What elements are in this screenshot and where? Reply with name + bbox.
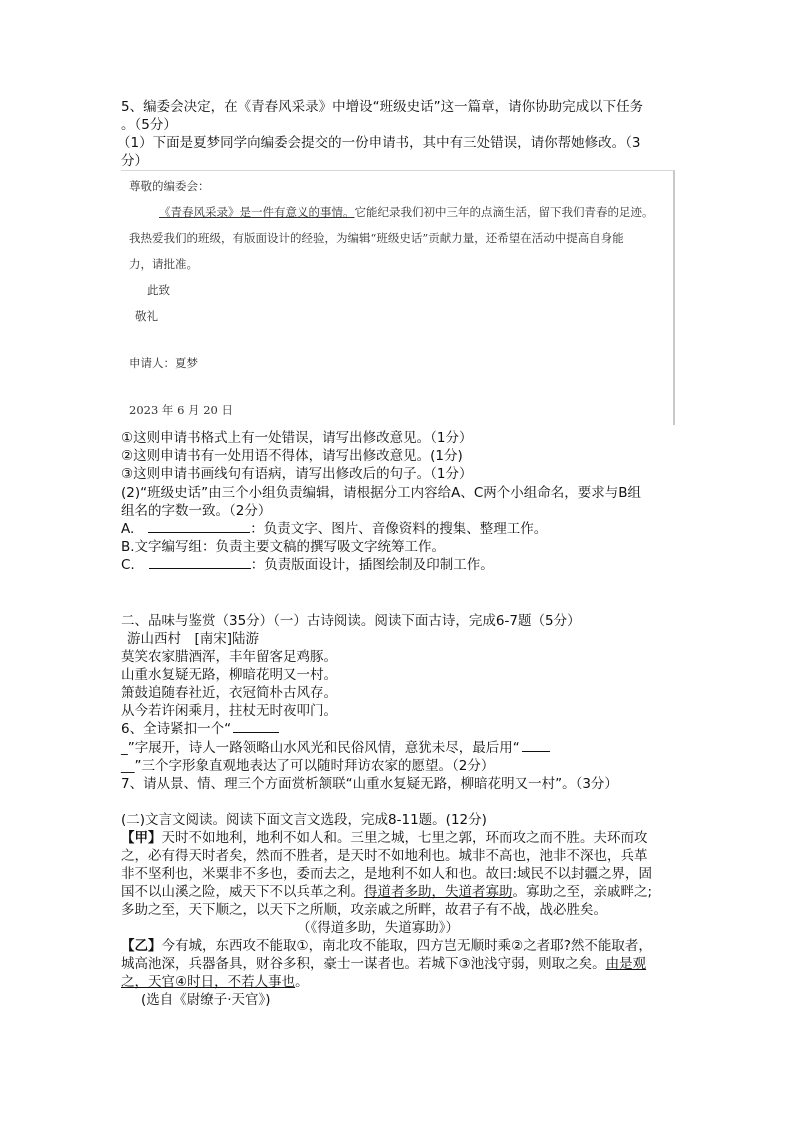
group-c-blank[interactable] [149, 556, 251, 569]
section2-heading: 二、品味与鉴赏（35分）（一）古诗阅读。阅读下面古诗，完成6-7题（5分） [121, 613, 581, 629]
jia-line-3: 非不坚利也，米粟非不多也，委而去之，是地利不如人和也。故曰:域民不以封疆之界，固 [121, 866, 653, 882]
q5-line1: 5、编委会决定，在《青春风采录》中增设“班级史话”这一篇章，请你协助完成以下任务 [121, 99, 644, 115]
poem-title: 游山西村 [南宋]陆游 [127, 631, 260, 647]
jia-underlined-sentence: 得道者多助，失道者寡助 [364, 884, 513, 900]
q5-line2: 。（5分） [121, 117, 177, 133]
yi-line-1-text: 今有城，东西攻不能取①，南北攻不能取，四方岂无顺时乘②之者耶?然不能取者， [161, 938, 652, 954]
jia-line-4-pre: 国不以山溪之险，威天下不以兵革之利。 [121, 884, 364, 900]
group-c-line [121, 556, 494, 574]
poem-line-4: 从今若许闲乘月，拄杖无时夜叩门。 [121, 703, 337, 719]
letter-date: 2023 年 6 月 20 日 [129, 403, 233, 417]
group-a-blank[interactable] [148, 520, 250, 533]
group-b-line: B.文字编写组：负责主要文稿的撰写吸文字统筹工作。 [121, 539, 446, 555]
letter-closing-2: 敬礼 [135, 309, 158, 323]
jia-line-4-post: 。寡助之至，亲戚畔之; [512, 884, 653, 900]
q5-item-1: ①这则申请书格式上有一处错误，请写出修改意见。（1分） [121, 430, 473, 446]
letter-paragraph-2: 我热爱我们的班级，有版面设计的经验，为编辑“班级史话”贡献力量，还希望在活动中提高自身能 [129, 231, 624, 245]
letter-underlined-sentence: 《青春风采录》是一件有意义的事情。 [159, 205, 355, 219]
q6-blank-2[interactable] [522, 739, 550, 752]
yi-source: (选自《尉缭子·天官》) [141, 992, 271, 1008]
q6-line1-text: 6、全诗紧扣一个“ [121, 721, 232, 737]
jia-label: 【甲】 [121, 830, 162, 846]
application-letter-image [121, 170, 675, 425]
group-c-label: C. [121, 557, 135, 573]
q6-line2 [121, 739, 550, 757]
yi-line-3 [121, 973, 309, 991]
group-a-text: ：负责文字、图片、音像资料的搜集、整理工作。 [250, 521, 548, 537]
jia-line-1-text: 天时不如地利，地利不如人和。三里之城，七里之郭，环而攻之而不胜。夫环而攻 [161, 830, 648, 846]
q5-sub1-line1: （1）下面是夏梦同学向编委会提交的一份申请书，其中有三处错误，请你帮她修改。（3 [117, 135, 641, 151]
q6-line2-text: _”字展开，诗人一路领略山水风光和民俗风情，意犹未尽，最后用“ [121, 740, 520, 756]
yi-line-3-post: 。 [295, 974, 309, 990]
jia-source: （《得道多助，失道寡助》） [297, 920, 459, 936]
jia-line-2: 之，必有得天时者矣，然而不胜者，是天时不如地利也。城非不高也，池非不深也，兵革 [121, 848, 648, 864]
q5-sub2-line1: (2)“班级史话”由三个小组负责编辑，请根据分工内容给A、C两个小组命名，要求与B组 [121, 485, 642, 501]
q5-item-2: ②这则申请书有一处用语不得体，请写出修改意见。(1分) [121, 448, 463, 464]
group-a-line [121, 520, 547, 538]
letter-p1-rest: 它能纪录我们初中三年的点滴生活，留下我们青春的足迹。 [354, 205, 654, 219]
q7-line: 7、请从景、情、理三个方面赏析颔联“山重水复疑无路，柳暗花明又一村”。（3分） [121, 776, 618, 792]
q5-sub1-line2: 分） [121, 153, 148, 169]
jia-line-4 [121, 883, 652, 901]
letter-paragraph-3: 力，请批准。 [129, 257, 198, 271]
yi-underlined-start: 由是观 [605, 956, 647, 972]
poem-line-3: 箫鼓追随春社近，衣冠简朴古风存。 [121, 685, 337, 701]
letter-closing-1: 此致 [147, 283, 170, 297]
q6-line1 [121, 720, 279, 738]
yi-label: 【乙】 [121, 938, 162, 954]
yi-line-2-pre: 城高池深，兵器备具，财谷多积，豪士一谋者也。若城下③池浅守弱，则取之矣。 [121, 956, 606, 972]
group-c-text: ：负责版面设计，插图绘制及印制工作。 [250, 557, 494, 573]
yi-line-1 [121, 937, 652, 955]
jia-line-1 [121, 829, 648, 847]
poem-line-1: 莫笑农家腊酒浑，丰年留客足鸡豚。 [121, 649, 337, 665]
q5-sub2-line2: 组名的字数一致。（2分） [121, 503, 272, 519]
poem-line-2: 山重水复疑无路，柳暗花明又一村。 [121, 667, 337, 683]
section3-heading: (二)文言文阅读。阅读下面文言文选段，完成8-11题。(12分) [121, 812, 487, 828]
letter-salutation: 尊敬的编委会： [129, 179, 210, 193]
letter-paragraph-1 [159, 204, 654, 220]
letter-signature: 申请人：夏梦 [129, 356, 198, 370]
jia-line-5: 多助之至，天下顺之，以天下之所顺，攻亲戚之所畔，故君子有不战，战必胜矣。 [121, 902, 607, 918]
yi-line-2 [121, 955, 646, 973]
yi-underlined-sentence: 之，天官④时日，不若人事也 [121, 974, 296, 990]
q6-blank-1[interactable] [233, 720, 279, 733]
q6-line3: __”三个字形象直观地表达了可以随时拜访农家的愿望。（2分） [121, 758, 495, 774]
group-a-label: A. [121, 521, 135, 537]
q5-item-3: ③这则申请书画线句有语病，请写出修改后的句子。（1分） [121, 466, 473, 482]
